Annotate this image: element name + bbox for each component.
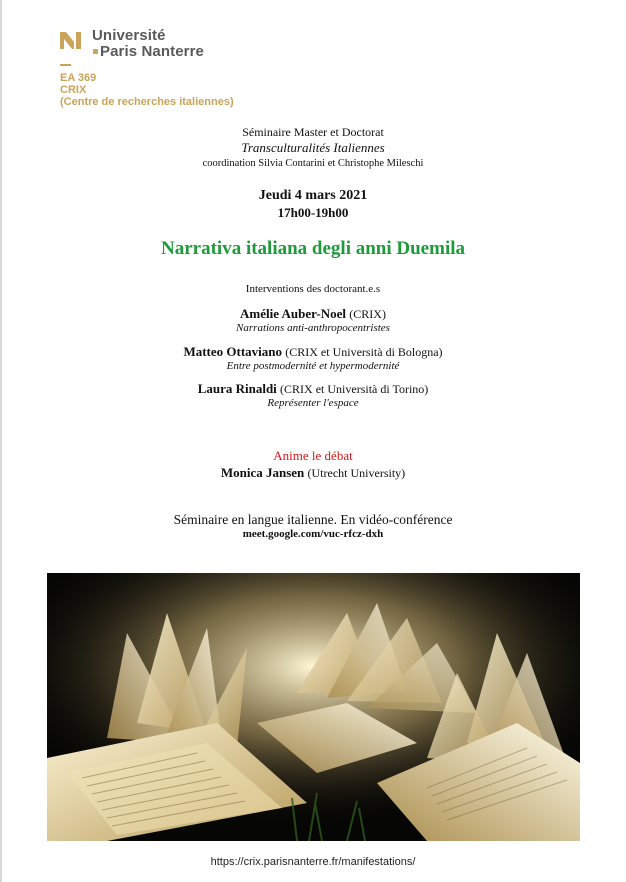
speaker-name: Laura Rinaldi	[197, 381, 277, 396]
speaker-1-topic: Narrations anti-anthropocentristes	[236, 322, 390, 334]
seminar-coordination: coordination Silvia Contarini et Christophe Mileschi	[202, 158, 424, 169]
moderator-name: Monica Jansen	[220, 465, 305, 480]
event-time: 17h00-19h00	[277, 205, 349, 220]
nanterre-logo-icon	[60, 29, 84, 51]
university-name-line1: Université	[92, 27, 166, 44]
speaker-affiliation: (CRIX et Università di Torino)	[280, 382, 429, 396]
event-title: Narrativa italiana degli anni Duemila	[161, 238, 465, 259]
interventions-label: Interventions des doctorant.e.s	[245, 283, 381, 295]
speaker-1	[0, 306, 626, 322]
moderator-affiliation: (Utrecht University)	[307, 466, 406, 480]
lab-block	[60, 72, 234, 108]
seminar-name: Transculturalités Italiennes	[241, 140, 385, 155]
moderator	[0, 465, 626, 481]
university-name-line2	[92, 43, 204, 60]
lab-code: EA 369	[60, 72, 97, 84]
speaker-3	[0, 381, 626, 397]
speaker-name: Matteo Ottaviano	[183, 344, 282, 359]
speaker-2	[0, 344, 626, 360]
meeting-link[interactable]: meet.google.com/vuc-rfcz-dxh	[242, 528, 384, 540]
open-books-photo	[47, 573, 580, 841]
lab-name: CRIX	[60, 84, 87, 96]
speaker-3-topic: Représenter l'espace	[267, 397, 359, 409]
lab-full-name: (Centre de recherches italiennes)	[60, 96, 234, 108]
footer-url[interactable]: https://crix.parisnanterre.fr/manifestations/	[210, 856, 416, 868]
lab-divider	[60, 64, 71, 66]
event-date: Jeudi 4 mars 2021	[258, 188, 368, 203]
moderator-label: Anime le débat	[273, 448, 353, 463]
speaker-2-topic: Entre postmodernité et hypermodernité	[226, 360, 400, 372]
university-name-line2-text: Paris Nanterre	[100, 43, 204, 60]
speaker-name: Amélie Auber-Noel	[240, 306, 347, 321]
speaker-affiliation: (CRIX et Università di Bologna)	[285, 345, 443, 359]
books-illustration	[47, 573, 580, 841]
format-note: Séminaire en langue italienne. En vidéo-conférence	[173, 512, 453, 527]
university-logo	[60, 27, 280, 67]
speaker-affiliation: (CRIX)	[349, 307, 386, 321]
seminar-type: Séminaire Master et Doctorat	[242, 125, 384, 139]
